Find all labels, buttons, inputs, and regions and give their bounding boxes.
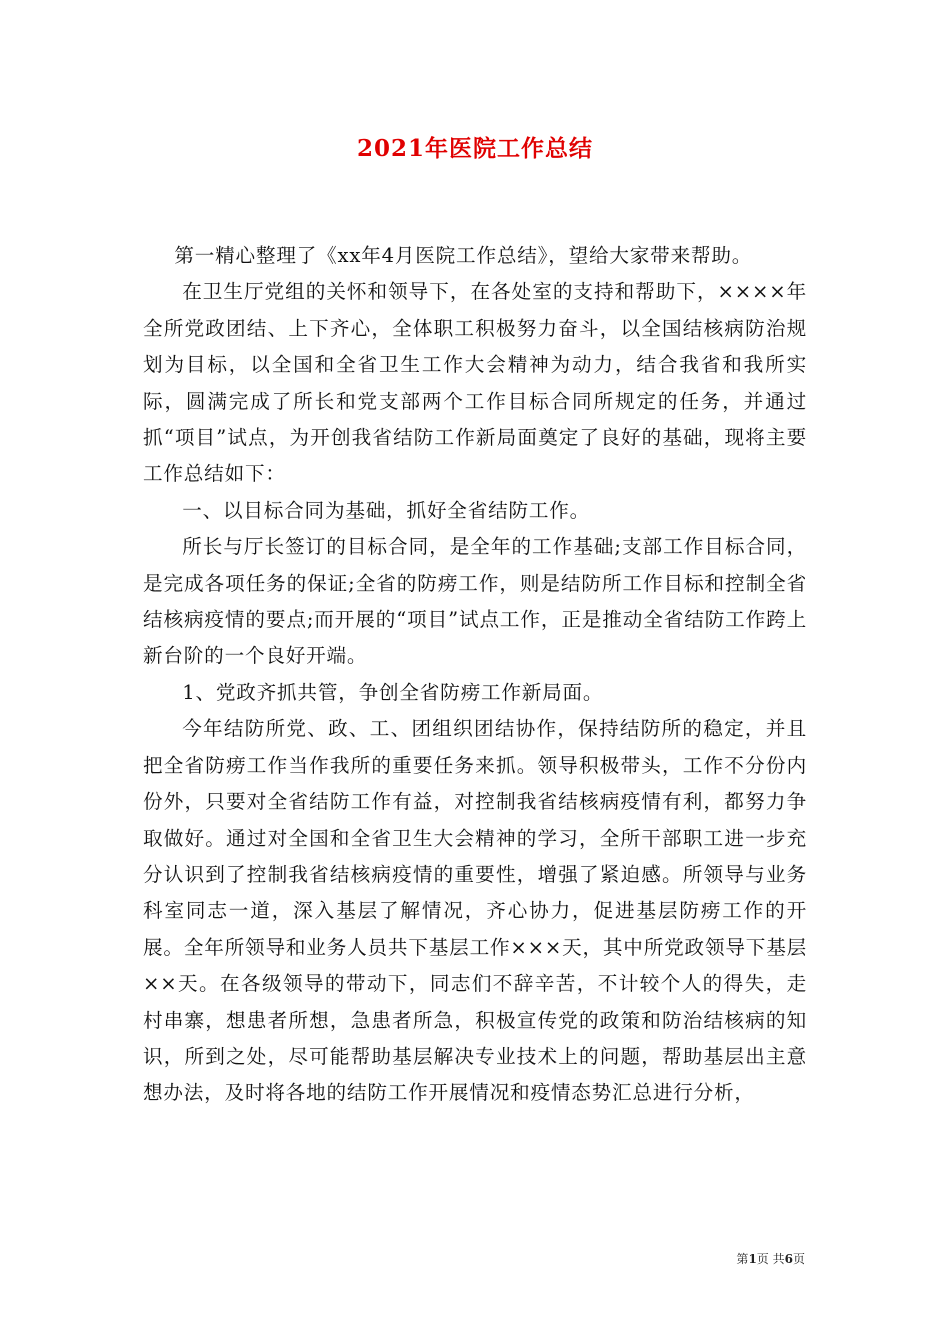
subsection-heading-1: 1、党政齐抓共管，争创全省防痨工作新局面。: [182, 680, 604, 704]
paragraph-overview: 在卫生厅党组的关怀和领导下，在各处室的支持和帮助下，××××年全所党政团结、上下齐心，全体职工积极努力奋斗，以全国结核病防治规划为目标，以全国和全省卫生工作大会精神为动力，结合我省和我所实际，圆满完成了所长和党支部两个工作目标合同所规定的任务，并通过抓“项目”试点，为开创我省结防工作新局面奠定了良好的基础，现将主要工作总结如下：: [143, 280, 807, 486]
footer-middle: 页 共: [756, 1252, 785, 1266]
paragraph-party-work: 今年结防所党、政、工、团组织团结协作，保持结防所的稳定，并且把全省防痨工作当作我所的重要任务来抓。领导积极带头，工作不分份内份外，只要对全省结防工作有益，对控制我省结核病疫情有利，都努力争取做好。通过对全国和全省卫生大会精神的学习，全所干部职工进一步充分认识到了控制我省结核病疫情的重要性，增强了紧迫感。所领导与业务科室同志一道，深入基层了解情况，齐心协力，促进基层防痨工作的开展。全年所领导和业务人员共下基层工作×××天，其中所党政领导下基层××天。在各级领导的带动下，同志们不辞辛苦，不计较个人的得失，走村串寨，想患者所想，急患者所急，积极宣传党的政策和防治结核病的知识，所到之处，尽可能帮助基层解决专业技术上的问题，帮助基层出主意想办法，及时将各地的结防工作开展情况和疫情态势汇总进行分析，: [143, 717, 807, 1105]
footer-suffix: 页: [792, 1252, 805, 1266]
page-footer: [736, 1250, 805, 1267]
paragraph-intro: 第一精心整理了《xx年4月医院工作总结》，望给大家带来帮助。: [174, 244, 753, 267]
paragraph-targets: 所长与厅长签订的目标合同，是全年的工作基础;支部工作目标合同，是完成各项任务的保证;全省的防痨工作，则是结防所工作目标和控制全省结核病疫情的要点;而开展的“项目”试点工作，正是推动全省结防工作跨上新台阶的一个良好开端。: [143, 535, 807, 668]
footer-page-number: 1: [748, 1252, 757, 1266]
footer-total-pages: 6: [784, 1252, 793, 1266]
document-title: 2021年医院工作总结: [356, 135, 593, 162]
footer-prefix: 第: [736, 1252, 749, 1266]
section-heading-1: 一、以目标合同为基础，抓好全省结防工作。: [182, 498, 591, 522]
document-body: [143, 238, 807, 1112]
